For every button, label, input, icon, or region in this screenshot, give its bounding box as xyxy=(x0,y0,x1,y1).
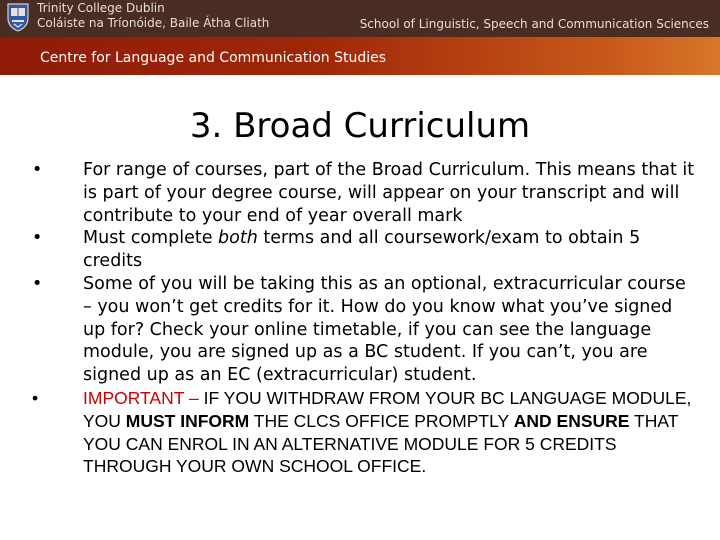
bullet-item xyxy=(24,273,696,387)
bullet-text: THAT YOU CAN ENROL IN AN ALTERNATIVE MODULE FOR 5 CREDITS THROUGH YOUR OWN SCHOOL OFFICE. xyxy=(83,410,679,477)
bullet-text: terms and all coursework/exam to obtain 5 credits xyxy=(83,228,641,272)
bullet-item xyxy=(24,159,696,227)
bullet-text: IF YOU WITHDRAW FROM YOUR BC LANGUAGE MODULE, YOU xyxy=(83,387,692,431)
bullet-text: Some of you will be taking this as an optional, extracurricular course – you won’t get credits for it. How do you know what you’ve signed up for? Check your online timetable, if you can see the language module, you are signed up as a BC student. If you can’t, you are signed up as an EC (extracurricular) student. xyxy=(83,273,686,386)
institution-name-irish: Coláiste na Tríonóide, Baile Átha Cliath xyxy=(37,16,270,30)
college-crest-icon xyxy=(6,2,30,32)
bullet-text: Must complete xyxy=(83,228,219,249)
bullet-list xyxy=(24,159,696,478)
bullet-text: THE CLCS OFFICE PROMPTLY xyxy=(249,410,514,431)
bullet-text: For range of courses, part of the Broad Curriculum. This means that it is part of your degree course, will appear on your transcript and will contribute to your end of year overall mark xyxy=(83,160,695,226)
bullet-marker: • xyxy=(32,387,39,408)
header-bar xyxy=(0,0,720,37)
slide-title: 3. Broad Curriculum xyxy=(189,106,531,146)
bullet-strong: AND ENSURE xyxy=(513,410,630,431)
bullet-marker: • xyxy=(32,228,43,249)
centre-name: Centre for Language and Communication Studies xyxy=(40,50,387,66)
school-name: School of Linguistic, Speech and Communication Sciences xyxy=(359,17,709,31)
bullet-marker: • xyxy=(32,160,43,180)
bullet-marker: • xyxy=(32,273,43,294)
institution-name: Trinity College Dublin xyxy=(37,1,165,15)
bullet-strong: MUST INFORM xyxy=(125,410,250,431)
bullet-item xyxy=(24,227,696,273)
bullet-item-important xyxy=(24,387,696,478)
important-label: IMPORTANT – xyxy=(83,387,204,408)
bullet-emphasis: both xyxy=(218,228,258,249)
